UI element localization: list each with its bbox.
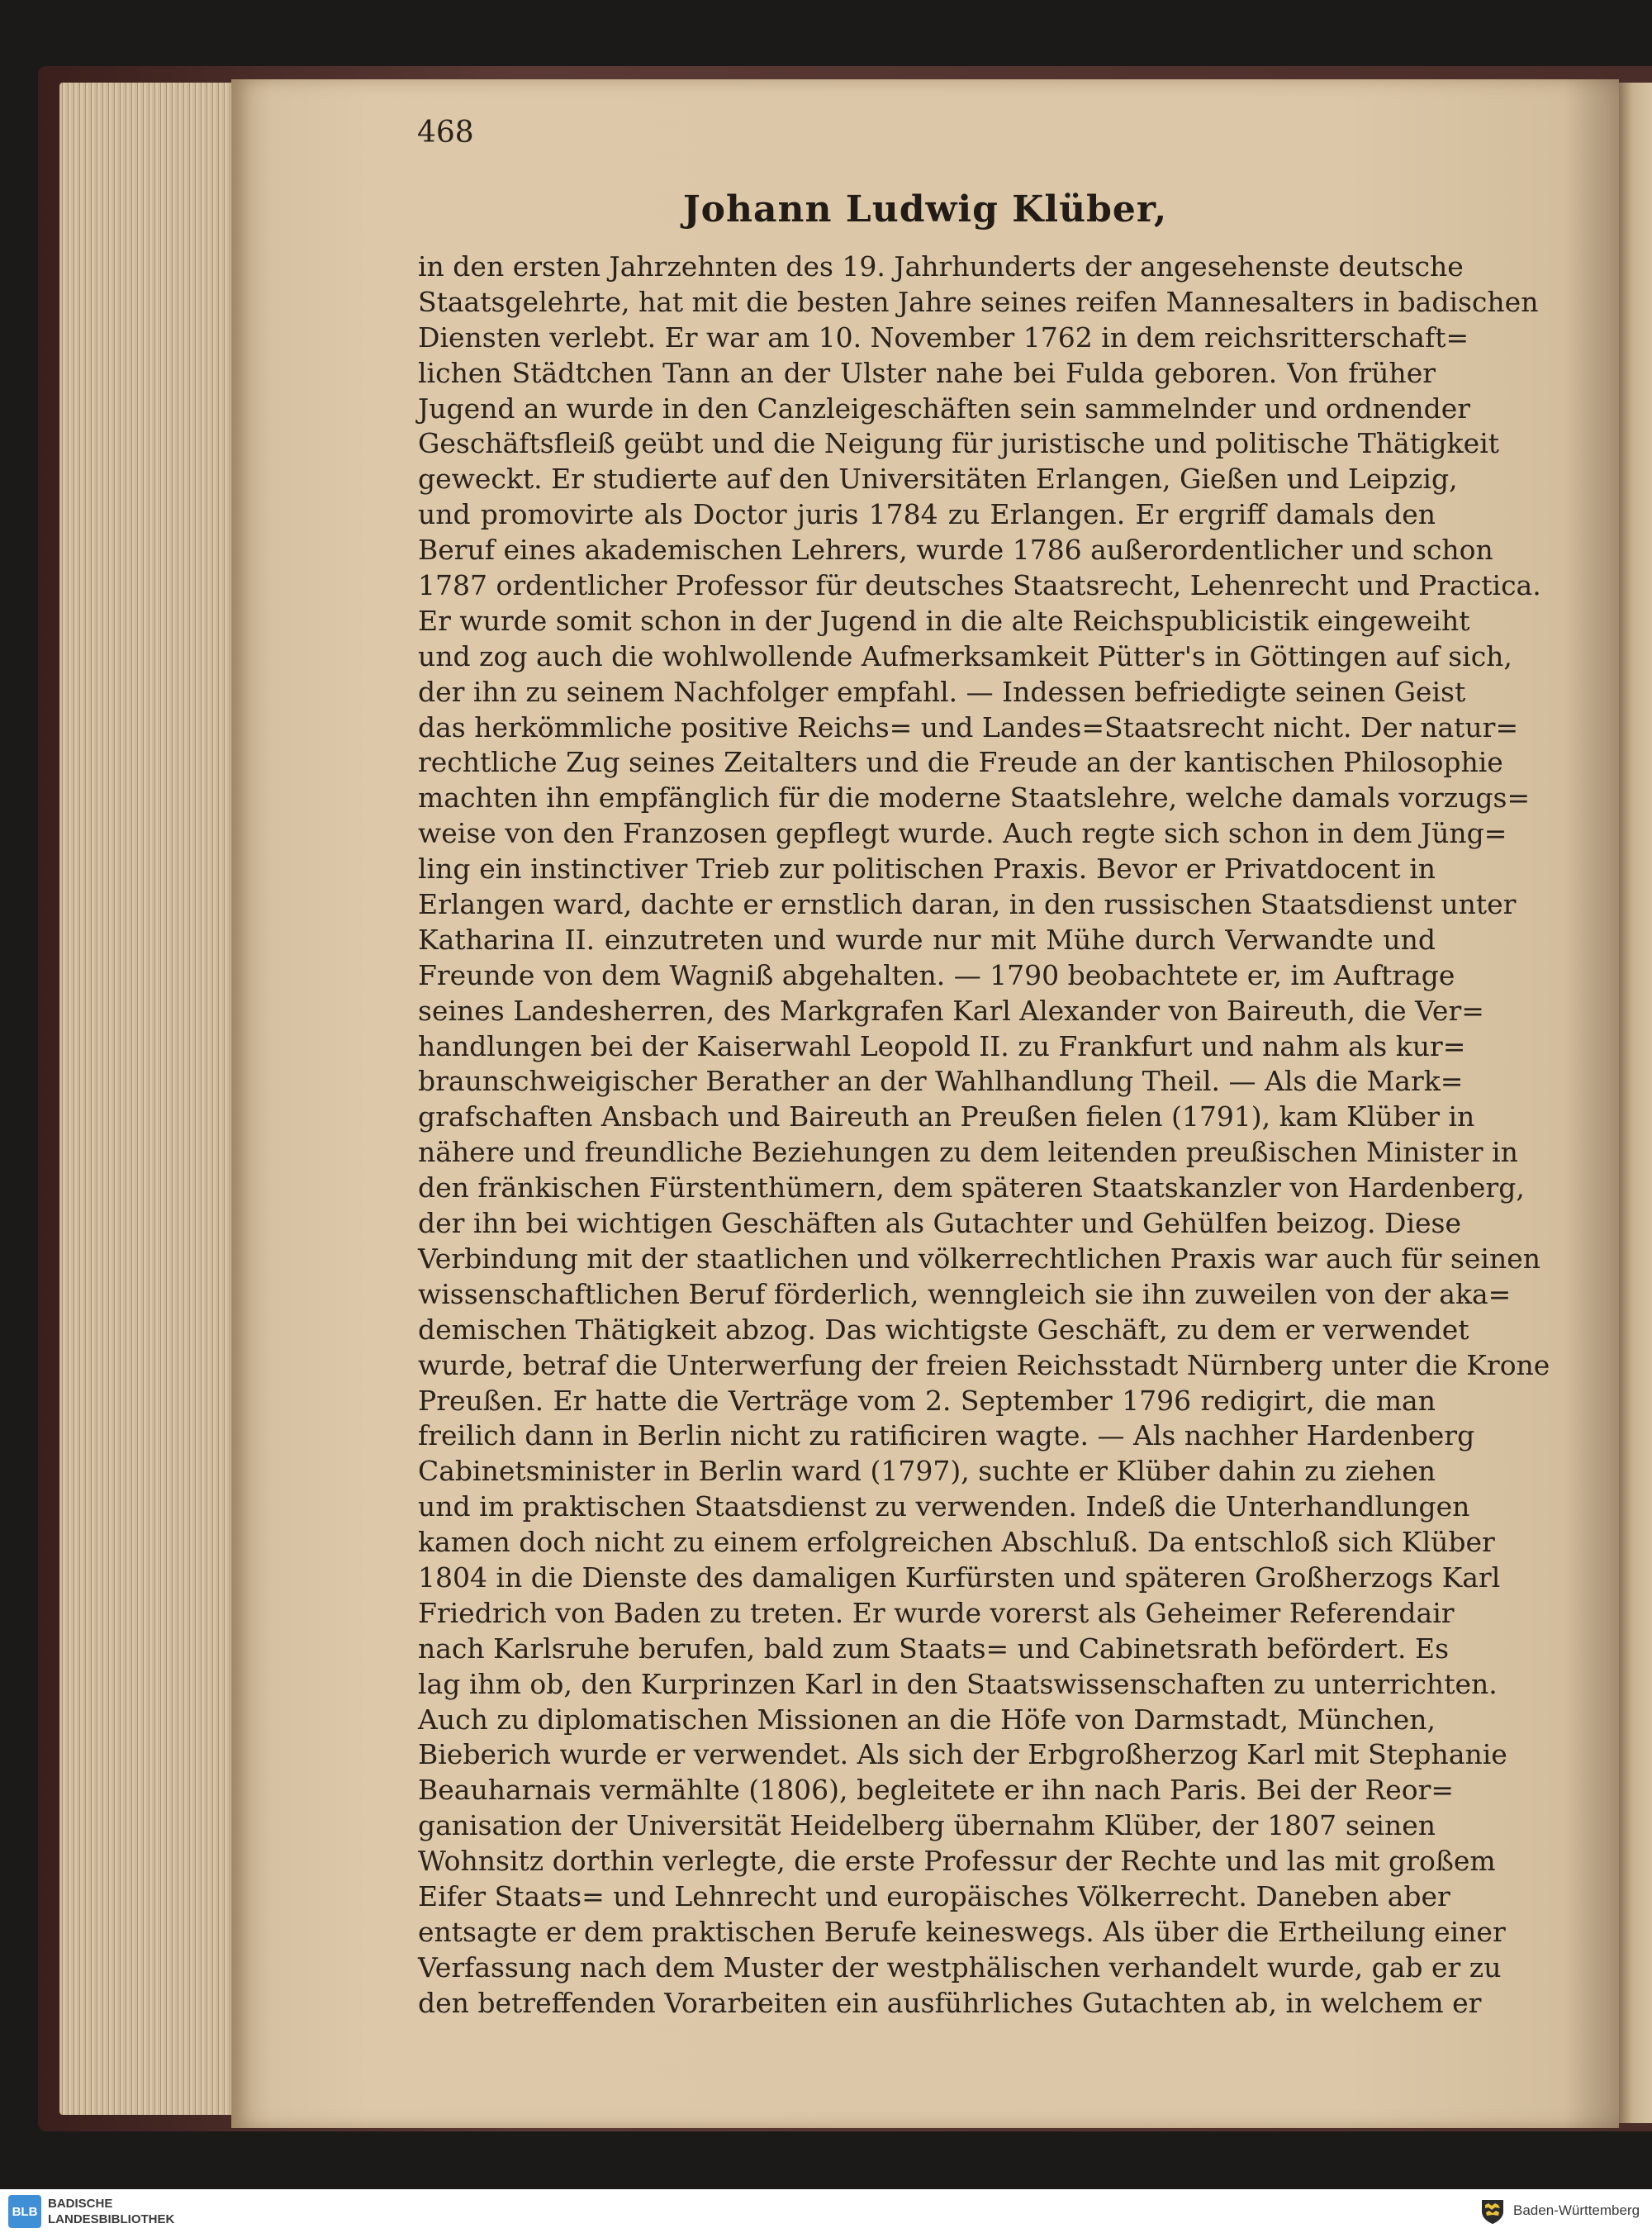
text-line: machten ihn empfänglich für die moderne Staatslehre, welche damals vorzugs= (418, 782, 1531, 815)
text-line: der ihn bei wichtigen Geschäften als Gutachter und Gehülfen beizog. Diese (418, 1207, 1462, 1240)
text-line: nähere und freundliche Beziehungen zu dem leitenden preußischen Minister in (418, 1136, 1518, 1169)
text-line: den fränkischen Fürstenthümern, dem späteren Staatskanzler von Hardenberg, (418, 1171, 1525, 1204)
blb-logo-line2: LANDESBIBLIOTHEK (48, 2212, 175, 2226)
next-page-edge (1619, 83, 1652, 2123)
text-line: freilich dann in Berlin nicht zu ratificiren wagte. — Als nachher Hardenberg (418, 1419, 1475, 1452)
blb-logo-icon[interactable]: BLB (8, 2195, 41, 2228)
text-line: lichen Städtchen Tann an der Ulster nahe bei Fulda geboren. Von früher (418, 356, 1436, 389)
text-line: Preußen. Er hatte die Verträge vom 2. September 1796 redigirt, die man (418, 1384, 1436, 1417)
text-line: Auch zu diplomatischen Missionen an die Höfe von Darmstadt, München, (418, 1703, 1436, 1736)
text-line: in den ersten Jahrzehnten des 19. Jahrhunderts der angesehenste deutsche (418, 250, 1464, 283)
text-line: Geschäftsfleiß geübt und die Neigung für juristische und politische Thätigkeit (418, 427, 1500, 460)
text-line: seines Landesherren, des Markgrafen Karl Alexander von Baireuth, die Ver= (418, 994, 1484, 1027)
text-line: grafschaften Ansbach und Baireuth an Preußen fielen (1791), kam Klüber in (418, 1100, 1475, 1133)
text-line: Freunde von dem Wagniß abgehalten. — 1790 beobachtete er, im Auftrage (418, 958, 1455, 991)
text-line: 1787 ordentlicher Professor für deutsches Staatsrecht, Lehenrecht und Practica. (418, 569, 1541, 602)
text-line: Diensten verlebt. Er war am 10. November 1762 in dem reichsritterschaft= (418, 321, 1469, 354)
body-text (418, 249, 1550, 2022)
baden-wuerttemberg-logo-text[interactable]: Baden-Württemberg (1513, 2202, 1640, 2218)
text-line: nach Karlsruhe berufen, bald zum Staats= und Cabinetsrath befördert. Es (418, 1632, 1450, 1665)
blb-logo-line1: BADISCHE (48, 2197, 113, 2211)
text-line: wissenschaftlichen Beruf förderlich, wenngleich sie ihn zuweilen von der aka= (418, 1277, 1512, 1310)
text-line: und promovirte als Doctor juris 1784 zu Erlangen. Er ergriff damals den (418, 498, 1436, 531)
text-line: Eifer Staats= und Lehnrecht und europäisches Völkerrecht. Daneben aber (418, 1879, 1450, 1912)
text-line: Er wurde somit schon in der Jugend in die alte Reichspublicistik eingeweiht (418, 604, 1470, 637)
text-line: ling ein instinctiver Trieb zur politischen Praxis. Bevor er Privatdocent in (418, 853, 1436, 886)
page-heading: Johann Ludwig Klüber, (682, 188, 1168, 230)
text-line: demischen Thätigkeit abzog. Das wichtigste Geschäft, zu dem er verwendet (418, 1313, 1469, 1346)
text-line: der ihn zu seinem Nachfolger empfahl. — Indessen befriedigte seinen Geist (418, 675, 1466, 708)
text-line: Verfassung nach dem Muster der westphälischen verhandelt wurde, gab er zu (418, 1950, 1502, 1984)
text-line: Jugend an wurde in den Canzleigeschäften sein sammelnder und ordnender (418, 392, 1471, 425)
text-line: Wohnsitz dorthin verlegte, die erste Professur der Rechte und las mit großem (418, 1845, 1496, 1878)
page-stack-edge (59, 83, 237, 2115)
text-line: kamen doch nicht zu einem erfolgreichen Abschluß. Da entschloß sich Klüber (418, 1526, 1495, 1559)
text-line: wurde, betraf die Unterwerfung der freien Reichsstadt Nürnberg unter die Krone (418, 1348, 1550, 1381)
text-line: und zog auch die wohlwollende Aufmerksamkeit Pütter's in Göttingen auf sich, (418, 639, 1512, 672)
text-line: braunschweigischer Berather an der Wahlhandlung Theil. — Als die Mark= (418, 1065, 1464, 1098)
text-line: entsagte er dem praktischen Berufe keineswegs. Als über die Ertheilung einer (418, 1915, 1506, 1948)
text-line: lag ihm ob, den Kurprinzen Karl in den Staatswissenschaften zu unterrichten. (418, 1667, 1498, 1700)
text-line: geweckt. Er studierte auf den Universitäten Erlangen, Gießen und Leipzig, (418, 463, 1458, 496)
text-line: 1804 in die Dienste des damaligen Kurfürsten und späteren Großherzogs Karl (418, 1561, 1501, 1594)
text-line: Friedrich von Baden zu treten. Er wurde vorerst als Geheimer Referendair (418, 1596, 1455, 1629)
text-line: Erlangen ward, dachte er ernstlich daran, in den russischen Staatsdienst unter (418, 888, 1517, 921)
text-line: handlungen bei der Kaiserwahl Leopold II. zu Frankfurt und nahm als kur= (418, 1029, 1466, 1062)
text-line: Cabinetsminister in Berlin ward (1797), suchte er Klüber dahin zu ziehen (418, 1455, 1436, 1488)
text-line: ganisation der Universität Heidelberg übernahm Klüber, der 1807 seinen (418, 1809, 1436, 1842)
text-line: Beruf eines akademischen Lehrers, wurde 1786 außerordentlicher und schon (418, 534, 1493, 567)
text-line: Verbindung mit der staatlichen und völkerrechtlichen Praxis war auch für seinen (418, 1242, 1540, 1275)
text-line: rechtliche Zug seines Zeitalters und die Freude an der kantischen Philosophie (418, 746, 1503, 779)
text-line: Staatsgelehrte, hat mit die besten Jahre seines reifen Mannesalters in badischen (418, 285, 1539, 318)
blb-logo-text[interactable] (48, 2196, 174, 2227)
text-line: Bieberich wurde er verwendet. Als sich der Erbgroßherzog Karl mit Stephanie (418, 1738, 1507, 1771)
text-line: Beauharnais vermählte (1806), begleitete er ihn nach Paris. Bei der Reor= (418, 1774, 1455, 1807)
text-line: Katharina II. einzutreten und wurde nur mit Mühe durch Verwandte und (418, 923, 1436, 956)
baden-wuerttemberg-crest-icon (1479, 2197, 1507, 2225)
page-number: 468 (417, 116, 474, 150)
text-line: weise von den Franzosen gepflegt wurde. Auch regte sich schon in dem Jüng= (418, 817, 1507, 850)
text-line: das herkömmliche positive Reichs= und Landes=Staatsrecht nicht. Der natur= (418, 710, 1519, 744)
footer-bar (0, 2189, 1652, 2233)
text-line: und im praktischen Staatsdienst zu verwenden. Indeß die Unterhandlungen (418, 1490, 1470, 1523)
text-line: den betreffenden Vorarbeiten ein ausführliches Gutachten ab, in welchem er (418, 1986, 1482, 2019)
